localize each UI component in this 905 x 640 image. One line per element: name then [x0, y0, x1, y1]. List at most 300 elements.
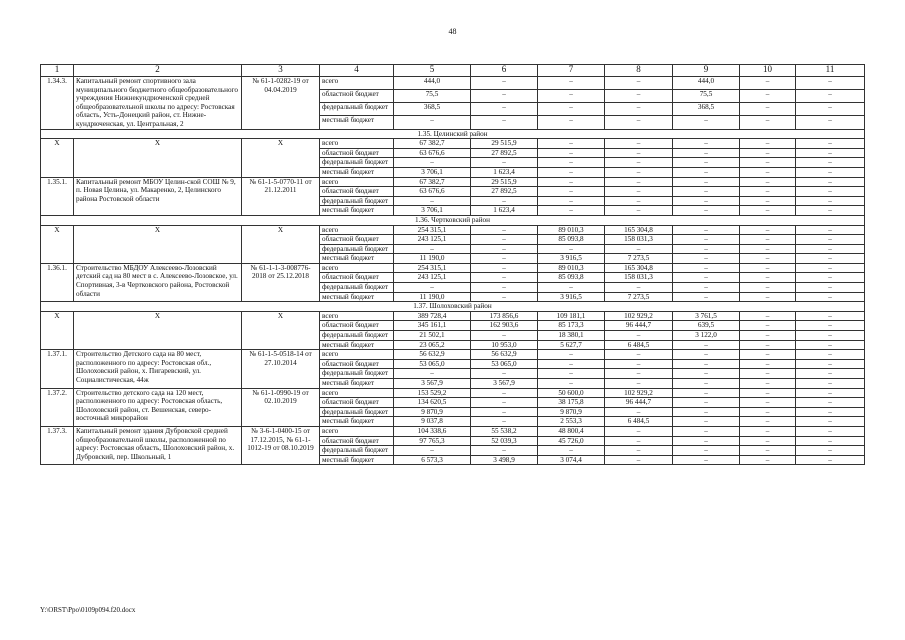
amount-cell: –: [740, 446, 796, 456]
item-doc-code: № 61-1-1-3-008776-2018 от 25.12.2018: [242, 263, 320, 301]
amount-cell: –: [673, 116, 740, 129]
amount-cell: 7 273,5: [605, 254, 673, 264]
budget-category: федеральный бюджет: [320, 103, 394, 116]
item-name: Строительство детского сада на 120 мест, расположенного по адресу: Ростовская область, Шолоховский район, ст. Вешенская, северо-восточный микрорайон: [74, 388, 242, 426]
amount-cell: –: [673, 359, 740, 369]
amount-cell: –: [740, 407, 796, 417]
amount-cell: –: [796, 388, 865, 398]
amount-cell: 21 502,1: [394, 331, 471, 341]
amount-cell: 67 382,7: [394, 177, 471, 187]
amount-cell: –: [471, 273, 538, 283]
amount-cell: –: [796, 103, 865, 116]
amount-cell: –: [605, 446, 673, 456]
amount-cell: –: [538, 77, 605, 90]
amount-cell: –: [796, 158, 865, 168]
page-number: 48: [448, 27, 457, 36]
item-number: 1.37.3.: [41, 426, 74, 464]
amount-cell: 7 273,5: [605, 292, 673, 302]
amount-cell: 27 892,5: [471, 187, 538, 197]
amount-cell: 6 484,5: [605, 417, 673, 427]
budget-category: местный бюджет: [320, 116, 394, 129]
amount-cell: –: [796, 398, 865, 408]
amount-cell: 444,0: [394, 77, 471, 90]
amount-cell: 3 706,1: [394, 167, 471, 177]
budget-category: местный бюджет: [320, 455, 394, 465]
item-number: Х: [41, 225, 74, 263]
amount-cell: –: [538, 244, 605, 254]
amount-cell: 3 498,9: [471, 455, 538, 465]
amount-cell: 254 315,1: [394, 263, 471, 273]
section-row: [41, 215, 865, 225]
amount-cell: –: [796, 263, 865, 273]
amount-cell: –: [673, 225, 740, 235]
amount-cell: –: [471, 77, 538, 90]
amount-cell: –: [605, 167, 673, 177]
amount-cell: –: [673, 436, 740, 446]
amount-cell: –: [796, 187, 865, 197]
budget-table: [40, 64, 865, 465]
amount-cell: 243 125,1: [394, 273, 471, 283]
amount-cell: –: [740, 244, 796, 254]
amount-cell: 153 529,2: [394, 388, 471, 398]
table-row: [41, 177, 865, 187]
amount-cell: 10 953,0: [471, 340, 538, 350]
amount-cell: 102 929,2: [605, 388, 673, 398]
amount-cell: –: [605, 139, 673, 149]
amount-cell: 29 515,9: [471, 139, 538, 149]
amount-cell: –: [740, 77, 796, 90]
amount-cell: –: [605, 77, 673, 90]
budget-category: областной бюджет: [320, 273, 394, 283]
amount-cell: –: [673, 167, 740, 177]
amount-cell: –: [740, 196, 796, 206]
amount-cell: –: [673, 206, 740, 216]
amount-cell: –: [796, 283, 865, 293]
amount-cell: –: [538, 116, 605, 129]
budget-category: областной бюджет: [320, 436, 394, 446]
amount-cell: –: [673, 139, 740, 149]
amount-cell: –: [740, 436, 796, 446]
file-path-footer: Y:\ORST\Ppo\0109p094.f20.docx: [40, 606, 136, 614]
amount-cell: –: [796, 379, 865, 389]
amount-cell: –: [471, 331, 538, 341]
budget-category: всего: [320, 426, 394, 436]
item-name: Капитальный ремонт здания Дубровской средней общеобразовательной школы, расположенной по адресу: Ростовская область, Шолоховский район, х. Дубровский, пер. Школьный, 1: [74, 426, 242, 464]
amount-cell: –: [605, 116, 673, 129]
item-number: 1.36.1.: [41, 263, 74, 301]
budget-category: местный бюджет: [320, 340, 394, 350]
amount-cell: –: [673, 235, 740, 245]
budget-category: всего: [320, 311, 394, 321]
budget-category: всего: [320, 225, 394, 235]
amount-cell: 3 706,1: [394, 206, 471, 216]
amount-cell: –: [471, 103, 538, 116]
amount-cell: 389 728,4: [394, 311, 471, 321]
budget-category: всего: [320, 388, 394, 398]
amount-cell: –: [605, 177, 673, 187]
amount-cell: –: [740, 321, 796, 331]
amount-cell: –: [394, 369, 471, 379]
table-body: [41, 77, 865, 465]
amount-cell: –: [538, 446, 605, 456]
amount-cell: –: [605, 158, 673, 168]
amount-cell: –: [796, 90, 865, 103]
amount-cell: 23 065,2: [394, 340, 471, 350]
amount-cell: –: [740, 187, 796, 197]
amount-cell: 67 382,7: [394, 139, 471, 149]
amount-cell: –: [471, 407, 538, 417]
amount-cell: –: [740, 273, 796, 283]
item-name: Капитальный ремонт МБОУ Целин-ской СОШ № 9, п. Новая Целина, ул. Макаренко, 2, Целинского района Ростовской области: [74, 177, 242, 215]
budget-category: всего: [320, 350, 394, 360]
column-header: 5: [394, 65, 471, 77]
amount-cell: –: [796, 340, 865, 350]
amount-cell: –: [538, 196, 605, 206]
item-doc-code: Х: [242, 311, 320, 349]
amount-cell: 3 916,5: [538, 254, 605, 264]
amount-cell: –: [673, 187, 740, 197]
item-name: Х: [74, 139, 242, 177]
item-number: Х: [41, 139, 74, 177]
item-name: Капитальный ремонт спортивного зала муниципального бюджетного общеобразовательного учреждения Нижнекундрюченской средней общеобразовательной школы по адресу: Ростовская область, Усть-Донецкий район, ст. Нижне-кундрюченская, ул. Центральная, 2: [74, 77, 242, 130]
amount-cell: –: [740, 331, 796, 341]
amount-cell: –: [673, 244, 740, 254]
amount-cell: 9 870,9: [538, 407, 605, 417]
amount-cell: –: [605, 369, 673, 379]
amount-cell: –: [471, 225, 538, 235]
amount-cell: –: [538, 167, 605, 177]
budget-category: федеральный бюджет: [320, 446, 394, 456]
amount-cell: –: [740, 167, 796, 177]
amount-cell: 444,0: [673, 77, 740, 90]
amount-cell: –: [673, 379, 740, 389]
section-row: [41, 129, 865, 139]
amount-cell: 45 726,0: [538, 436, 605, 446]
item-number: Х: [41, 311, 74, 349]
amount-cell: 162 903,6: [471, 321, 538, 331]
amount-cell: 53 065,0: [394, 359, 471, 369]
amount-cell: 56 632,9: [471, 350, 538, 360]
amount-cell: 104 338,6: [394, 426, 471, 436]
amount-cell: –: [796, 116, 865, 129]
amount-cell: 254 315,1: [394, 225, 471, 235]
column-header: 3: [242, 65, 320, 77]
amount-cell: 368,5: [673, 103, 740, 116]
amount-cell: 1 623,4: [471, 167, 538, 177]
amount-cell: –: [471, 398, 538, 408]
amount-cell: –: [538, 187, 605, 197]
amount-cell: 27 892,5: [471, 148, 538, 158]
amount-cell: –: [673, 273, 740, 283]
budget-category: областной бюджет: [320, 235, 394, 245]
amount-cell: 9 870,9: [394, 407, 471, 417]
section-row: [41, 302, 865, 312]
amount-cell: –: [740, 235, 796, 245]
item-doc-code: Х: [242, 139, 320, 177]
budget-category: областной бюджет: [320, 398, 394, 408]
amount-cell: –: [796, 273, 865, 283]
amount-cell: 173 856,6: [471, 311, 538, 321]
amount-cell: –: [471, 369, 538, 379]
budget-category: областной бюджет: [320, 187, 394, 197]
amount-cell: 63 676,6: [394, 148, 471, 158]
amount-cell: –: [471, 417, 538, 427]
budget-category: федеральный бюджет: [320, 283, 394, 293]
amount-cell: 3 074,4: [538, 455, 605, 465]
amount-cell: –: [796, 292, 865, 302]
budget-category: местный бюджет: [320, 379, 394, 389]
section-title: 1.36. Чертковский район: [41, 215, 865, 225]
item-number: 1.34.3.: [41, 77, 74, 130]
amount-cell: 9 037,8: [394, 417, 471, 427]
amount-cell: 109 181,1: [538, 311, 605, 321]
amount-cell: 158 031,3: [605, 235, 673, 245]
amount-cell: 134 620,5: [394, 398, 471, 408]
column-header: 7: [538, 65, 605, 77]
amount-cell: 96 444,7: [605, 321, 673, 331]
amount-cell: –: [673, 158, 740, 168]
amount-cell: –: [740, 254, 796, 264]
amount-cell: –: [740, 206, 796, 216]
amount-cell: –: [394, 244, 471, 254]
budget-category: федеральный бюджет: [320, 407, 394, 417]
column-header: 1: [41, 65, 74, 77]
amount-cell: –: [471, 254, 538, 264]
amount-cell: –: [740, 426, 796, 436]
amount-cell: –: [740, 103, 796, 116]
item-doc-code: Х: [242, 225, 320, 263]
amount-cell: –: [605, 206, 673, 216]
amount-cell: –: [796, 350, 865, 360]
amount-cell: 3 567,9: [394, 379, 471, 389]
table-row: [41, 225, 865, 235]
table-row: [41, 263, 865, 273]
amount-cell: –: [673, 283, 740, 293]
amount-cell: –: [673, 426, 740, 436]
amount-cell: –: [605, 90, 673, 103]
amount-cell: –: [471, 196, 538, 206]
amount-cell: 89 010,3: [538, 225, 605, 235]
amount-cell: –: [740, 283, 796, 293]
amount-cell: –: [605, 103, 673, 116]
amount-cell: 345 161,1: [394, 321, 471, 331]
budget-category: федеральный бюджет: [320, 158, 394, 168]
amount-cell: –: [605, 436, 673, 446]
amount-cell: –: [538, 158, 605, 168]
amount-cell: –: [796, 177, 865, 187]
table-row: [41, 350, 865, 360]
item-number: 1.37.1.: [41, 350, 74, 388]
amount-cell: –: [796, 311, 865, 321]
amount-cell: –: [605, 426, 673, 436]
amount-cell: 55 538,2: [471, 426, 538, 436]
amount-cell: –: [605, 379, 673, 389]
amount-cell: –: [605, 407, 673, 417]
amount-cell: –: [605, 283, 673, 293]
amount-cell: –: [796, 359, 865, 369]
amount-cell: 368,5: [394, 103, 471, 116]
budget-category: всего: [320, 77, 394, 90]
amount-cell: –: [796, 235, 865, 245]
amount-cell: –: [740, 455, 796, 465]
header-row: [41, 65, 865, 77]
amount-cell: –: [796, 407, 865, 417]
table-row: [41, 139, 865, 149]
amount-cell: –: [673, 196, 740, 206]
amount-cell: –: [673, 388, 740, 398]
amount-cell: 243 125,1: [394, 235, 471, 245]
amount-cell: –: [740, 292, 796, 302]
amount-cell: 85 173,3: [538, 321, 605, 331]
amount-cell: –: [740, 417, 796, 427]
amount-cell: –: [796, 321, 865, 331]
amount-cell: –: [796, 225, 865, 235]
amount-cell: –: [394, 158, 471, 168]
amount-cell: –: [796, 206, 865, 216]
amount-cell: –: [796, 369, 865, 379]
amount-cell: –: [796, 244, 865, 254]
amount-cell: 3 916,5: [538, 292, 605, 302]
table-row: [41, 426, 865, 436]
amount-cell: –: [471, 388, 538, 398]
amount-cell: 6 573,3: [394, 455, 471, 465]
amount-cell: 52 039,3: [471, 436, 538, 446]
item-name: Х: [74, 311, 242, 349]
amount-cell: –: [740, 177, 796, 187]
amount-cell: –: [471, 446, 538, 456]
item-doc-code: № 3-6-1-0400-15 от 17.12.2015, № 61-1-1012-19 от 08.10.2019: [242, 426, 320, 464]
column-header: 2: [74, 65, 242, 77]
amount-cell: –: [796, 77, 865, 90]
amount-cell: –: [394, 116, 471, 129]
amount-cell: –: [471, 235, 538, 245]
amount-cell: –: [538, 103, 605, 116]
amount-cell: 2 553,3: [538, 417, 605, 427]
amount-cell: –: [673, 254, 740, 264]
item-doc-code: № 61-1-5-0770-11 от 21.12.2011: [242, 177, 320, 215]
amount-cell: –: [740, 116, 796, 129]
amount-cell: –: [796, 196, 865, 206]
column-header: 4: [320, 65, 394, 77]
amount-cell: –: [471, 158, 538, 168]
table-row: [41, 311, 865, 321]
amount-cell: –: [605, 350, 673, 360]
amount-cell: 50 600,0: [538, 388, 605, 398]
amount-cell: –: [673, 350, 740, 360]
amount-cell: –: [471, 283, 538, 293]
amount-cell: –: [740, 158, 796, 168]
item-name: Строительство МБДОУ Алексеево-Лозовский детский сад на 80 мест в с. Алексеево-Лозовское, ул. Спортивная, 3-в Чертковского района, Ростовской области: [74, 263, 242, 301]
budget-category: местный бюджет: [320, 292, 394, 302]
amount-cell: –: [673, 340, 740, 350]
amount-cell: –: [673, 417, 740, 427]
amount-cell: –: [538, 177, 605, 187]
amount-cell: –: [740, 139, 796, 149]
amount-cell: 38 175,8: [538, 398, 605, 408]
budget-category: местный бюджет: [320, 254, 394, 264]
amount-cell: 102 929,2: [605, 311, 673, 321]
amount-cell: –: [740, 90, 796, 103]
amount-cell: –: [673, 148, 740, 158]
amount-cell: –: [538, 359, 605, 369]
amount-cell: –: [796, 254, 865, 264]
amount-cell: –: [471, 116, 538, 129]
column-header: 10: [740, 65, 796, 77]
amount-cell: –: [740, 263, 796, 273]
budget-category: областной бюджет: [320, 90, 394, 103]
amount-cell: –: [471, 244, 538, 254]
amount-cell: –: [394, 446, 471, 456]
column-header: 6: [471, 65, 538, 77]
amount-cell: 75,5: [673, 90, 740, 103]
item-number: 1.37.2.: [41, 388, 74, 426]
amount-cell: –: [796, 455, 865, 465]
amount-cell: –: [538, 283, 605, 293]
amount-cell: 3 122,0: [673, 331, 740, 341]
section-title: 1.35. Целинский район: [41, 129, 865, 139]
amount-cell: 75,5: [394, 90, 471, 103]
amount-cell: –: [796, 446, 865, 456]
amount-cell: –: [796, 139, 865, 149]
amount-cell: –: [796, 417, 865, 427]
amount-cell: 18 380,1: [538, 331, 605, 341]
amount-cell: –: [538, 90, 605, 103]
amount-cell: 11 190,0: [394, 292, 471, 302]
amount-cell: –: [740, 379, 796, 389]
amount-cell: –: [538, 350, 605, 360]
budget-category: областной бюджет: [320, 359, 394, 369]
amount-cell: 85 093,8: [538, 273, 605, 283]
amount-cell: –: [394, 196, 471, 206]
amount-cell: –: [740, 369, 796, 379]
amount-cell: 11 190,0: [394, 254, 471, 264]
column-header: 9: [673, 65, 740, 77]
budget-category: федеральный бюджет: [320, 196, 394, 206]
amount-cell: –: [471, 263, 538, 273]
amount-cell: –: [605, 244, 673, 254]
column-header: 11: [796, 65, 865, 77]
budget-category: областной бюджет: [320, 148, 394, 158]
amount-cell: 3 761,5: [673, 311, 740, 321]
budget-category: областной бюджет: [320, 321, 394, 331]
amount-cell: –: [740, 359, 796, 369]
amount-cell: –: [673, 369, 740, 379]
amount-cell: –: [796, 331, 865, 341]
amount-cell: –: [605, 187, 673, 197]
budget-category: федеральный бюджет: [320, 331, 394, 341]
amount-cell: –: [605, 331, 673, 341]
amount-cell: –: [740, 388, 796, 398]
amount-cell: –: [538, 369, 605, 379]
amount-cell: –: [605, 359, 673, 369]
amount-cell: –: [740, 350, 796, 360]
amount-cell: –: [673, 263, 740, 273]
amount-cell: 639,5: [673, 321, 740, 331]
budget-category: местный бюджет: [320, 167, 394, 177]
amount-cell: –: [673, 398, 740, 408]
amount-cell: 165 304,8: [605, 225, 673, 235]
column-header: 8: [605, 65, 673, 77]
amount-cell: 5 627,7: [538, 340, 605, 350]
amount-cell: 3 567,9: [471, 379, 538, 389]
amount-cell: –: [740, 148, 796, 158]
amount-cell: 29 515,9: [471, 177, 538, 187]
amount-cell: –: [538, 379, 605, 389]
budget-category: местный бюджет: [320, 417, 394, 427]
amount-cell: –: [605, 196, 673, 206]
amount-cell: –: [605, 148, 673, 158]
amount-cell: –: [471, 90, 538, 103]
